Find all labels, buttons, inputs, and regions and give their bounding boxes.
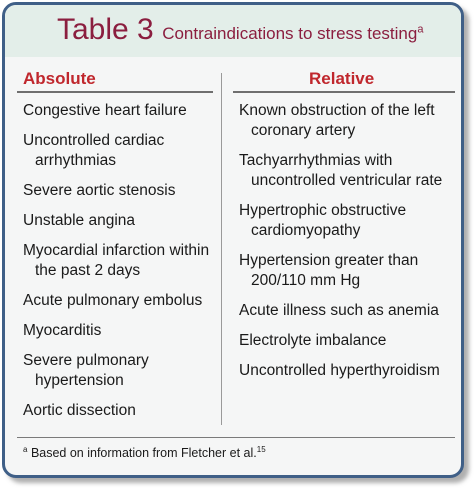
heading-rule-left	[17, 91, 213, 93]
footnote-marker: a	[23, 445, 28, 454]
list-item: Hypertrophic obstructive cardiomyopathy	[239, 202, 407, 239]
footnote-rule	[17, 437, 455, 438]
list-item: Uncontrolled cardiac arrhythmias	[23, 132, 165, 169]
list-item: Severe aortic stenosis	[23, 182, 176, 199]
list-item: Hypertension greater than 200/110 mm Hg	[239, 252, 419, 289]
footnote-text: Based on information from Fletcher et al.	[30, 446, 257, 461]
list-item: Uncontrolled hyperthyroidism	[239, 362, 440, 379]
absolute-list	[23, 101, 219, 431]
list-item: Electrolyte imbalance	[239, 332, 387, 349]
list-item: Tachyarrhythmias with uncontrolled ventricular rate	[239, 152, 443, 189]
column-heading-absolute: Absolute	[23, 69, 96, 88]
column-heading-relative: Relative	[309, 69, 375, 88]
list-item: Myocardial infarction within the past 2 days	[23, 242, 210, 279]
relative-list	[239, 101, 459, 391]
list-item: Known obstruction of the left coronary artery	[239, 102, 435, 139]
column-divider	[221, 73, 222, 425]
table-card	[2, 2, 464, 478]
heading-rule-right	[233, 91, 455, 93]
table-title	[57, 13, 423, 47]
table-header-band	[5, 5, 461, 57]
list-item: Congestive heart failure	[23, 102, 187, 119]
caption-footnote-marker: a	[417, 23, 424, 36]
list-item: Acute pulmonary embolus	[23, 292, 203, 309]
footnote-reference: 15	[256, 445, 266, 454]
footnote	[23, 445, 266, 460]
table-number: Table 3	[57, 13, 154, 46]
list-item: Myocarditis	[23, 322, 102, 339]
list-item: Acute illness such as anemia	[239, 302, 439, 319]
list-item: Aortic dissection	[23, 402, 136, 419]
table-caption-text: Contraindications to stress testing	[162, 24, 418, 43]
list-item: Severe pulmonary hypertension	[23, 352, 149, 389]
table-caption	[162, 24, 423, 43]
list-item: Unstable angina	[23, 212, 136, 229]
